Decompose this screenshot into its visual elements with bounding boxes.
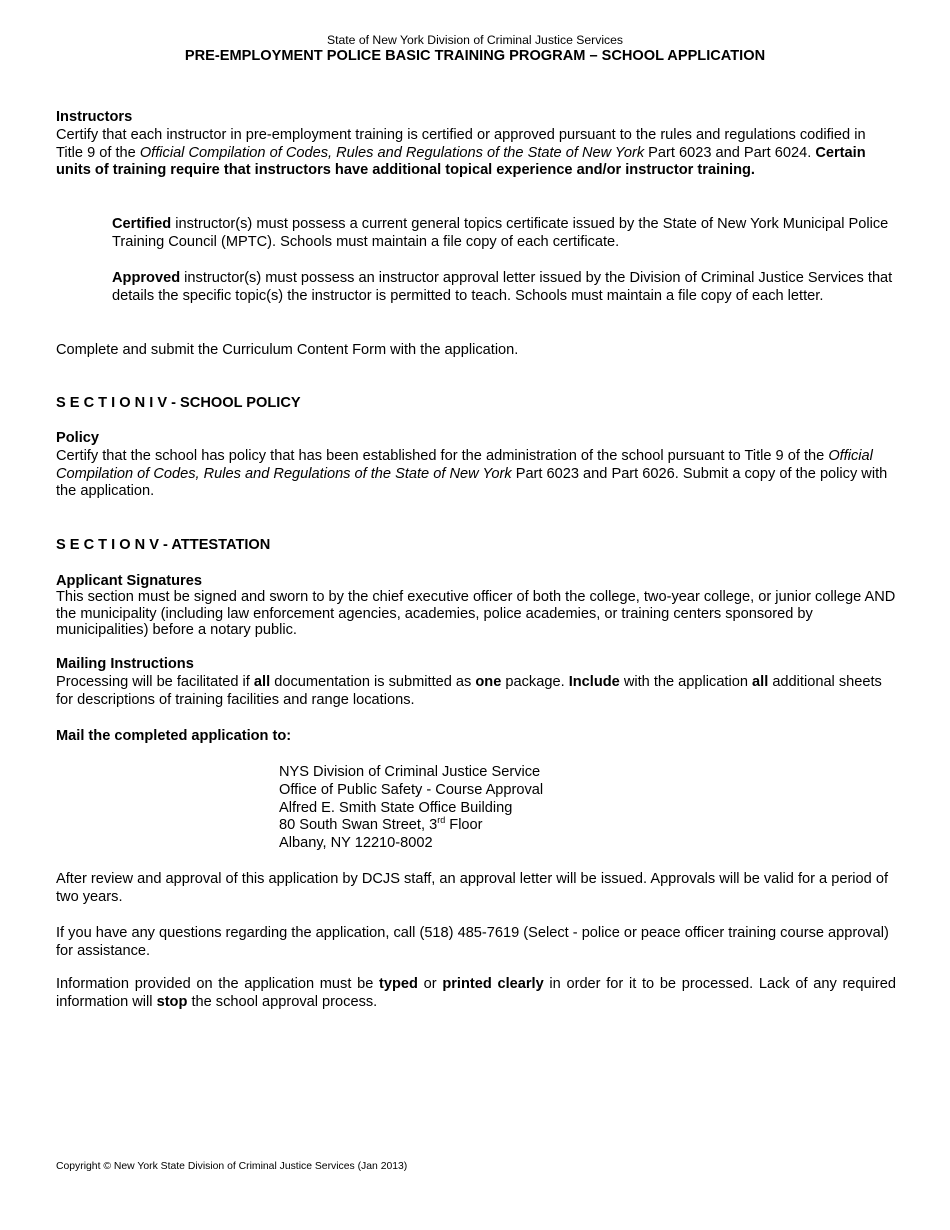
address-line-4-a: 80 South Swan Street, 3 — [279, 817, 438, 834]
info-text-4: the school approval process. — [187, 993, 378, 1010]
info-text — [56, 976, 896, 1012]
instructors-heading: Instructors — [56, 109, 133, 125]
review-text: After review and approval of this application by DCJS staff, an approval letter will be issued. Approvals will be valid for a period of two years. — [56, 871, 889, 905]
mailing-text-4: with the application — [619, 673, 753, 690]
certified-paragraph — [112, 216, 896, 252]
signatures-section — [56, 573, 896, 639]
policy-section — [56, 430, 896, 501]
approved-text: instructor(s) must possess an instructor approval letter issued by the Division of Criminal Justice Services that details the specific topic(s) the instructor is permitted to teach. Schools must maintain a file copy of each letter. — [112, 270, 893, 304]
info-paragraph — [56, 976, 896, 1012]
info-bold-3: stop — [156, 993, 188, 1010]
instructors-text-bold: Certain units of training require that instructors have additional topical experience and/or instructor training. — [56, 144, 866, 179]
mailing-heading: Mailing Instructions — [56, 656, 194, 672]
address-line-4-sup: rd — [437, 815, 446, 826]
instructors-paragraph — [56, 127, 896, 180]
section-iv-title: S E C T I O N I V - SCHOOL POLICY — [56, 395, 301, 411]
section-v-title: S E C T I O N V - ATTESTATION — [56, 537, 271, 553]
mailing-paragraph — [56, 674, 896, 710]
mailing-text-2: documentation is submitted as — [270, 673, 476, 690]
mail-to-heading — [56, 728, 896, 746]
address-line-4 — [279, 817, 679, 835]
mail-to-title: Mail the completed application to: — [56, 728, 292, 744]
address-line-3: Alfred E. Smith State Office Building — [279, 799, 513, 816]
policy-text-a: Certify that the school has policy that has been established for the administration of the school pursuant to Title 9 of the — [56, 447, 829, 464]
section-iv-heading — [56, 395, 896, 413]
section-v-heading — [56, 537, 896, 555]
signatures-heading: Applicant Signatures — [56, 573, 202, 589]
mailing-address — [279, 764, 679, 853]
mailing-section — [56, 656, 896, 709]
instructors-section — [56, 109, 896, 180]
info-bold-2: printed clearly — [442, 976, 544, 992]
address-line-2: Office of Public Safety - Course Approval — [279, 781, 544, 798]
info-text-1: Information provided on the application must be — [56, 976, 380, 992]
address-line-4-b: Floor — [445, 817, 483, 834]
policy-paragraph — [56, 448, 896, 501]
certified-label: Certified — [112, 216, 172, 232]
page-title: PRE-EMPLOYMENT POLICE BASIC TRAINING PROGRAM – SCHOOL APPLICATION — [184, 48, 766, 64]
info-text-2: or — [417, 976, 443, 992]
certified-text: instructor(s) must possess a current general topics certificate issued by the State of New York Municipal Police Training Council (MPTC). Schools must maintain a file copy of each certificate. — [112, 216, 889, 250]
review-paragraph — [56, 871, 896, 907]
mailing-bold-1: all — [253, 673, 271, 690]
header-agency: State of New York Division of Criminal Justice Services — [327, 33, 623, 47]
copyright-footer: Copyright © New York State Division of Criminal Justice Services (Jan 2013) — [56, 1161, 408, 1172]
mailing-bold-2: one — [475, 673, 502, 690]
mailing-text-3: package. — [501, 673, 569, 690]
info-bold-1: typed — [379, 976, 418, 992]
policy-heading: Policy — [56, 430, 99, 446]
curriculum-instruction — [56, 342, 896, 360]
curriculum-text: Complete and submit the Curriculum Content Form with the application. — [56, 342, 519, 358]
signatures-text: This section must be signed and sworn to by the chief executive officer of both the college, two-year college, or junior college AND the municipality (including law enforcement agencies, academies, police academies, or training centers sponsored by municipalities) before a notary public. — [56, 589, 896, 639]
mailing-text-1: Processing will be facilitated if — [56, 673, 254, 690]
policy-text-italic: Official Compilation of Codes, Rules and Regulations of the State of New York — [56, 447, 873, 482]
mailing-bold-3: Include — [568, 673, 620, 690]
mailing-text-5: additional sheets for descriptions of training facilities and range locations. — [56, 673, 882, 708]
questions-paragraph — [56, 925, 896, 961]
mailing-bold-4: all — [752, 673, 769, 690]
info-text-3: in order for it to be processed. Lack of any required information will — [56, 976, 896, 1010]
policy-text-b: Part 6023 and Part 6026. Submit a copy of the policy with the application. — [56, 465, 888, 500]
address-line-1: NYS Division of Criminal Justice Service — [279, 764, 541, 780]
instructors-text-b: Part 6023 and Part 6024. — [644, 144, 816, 161]
instructors-text-italic: Official Compilation of Codes, Rules and Regulations of the State of New York — [139, 144, 645, 161]
instructors-text-a: Certify that each instructor in pre-employment training is certified or approved pursuant to the rules and regulations codified in Title 9 of the — [56, 126, 866, 161]
address-line-5: Albany, NY 12210-8002 — [279, 835, 433, 852]
approved-label: Approved — [112, 270, 181, 286]
questions-text: If you have any questions regarding the application, call (518) 485-7619 (Select - police or peace officer training course approval) for assistance. — [56, 925, 889, 959]
approved-paragraph — [112, 270, 896, 306]
